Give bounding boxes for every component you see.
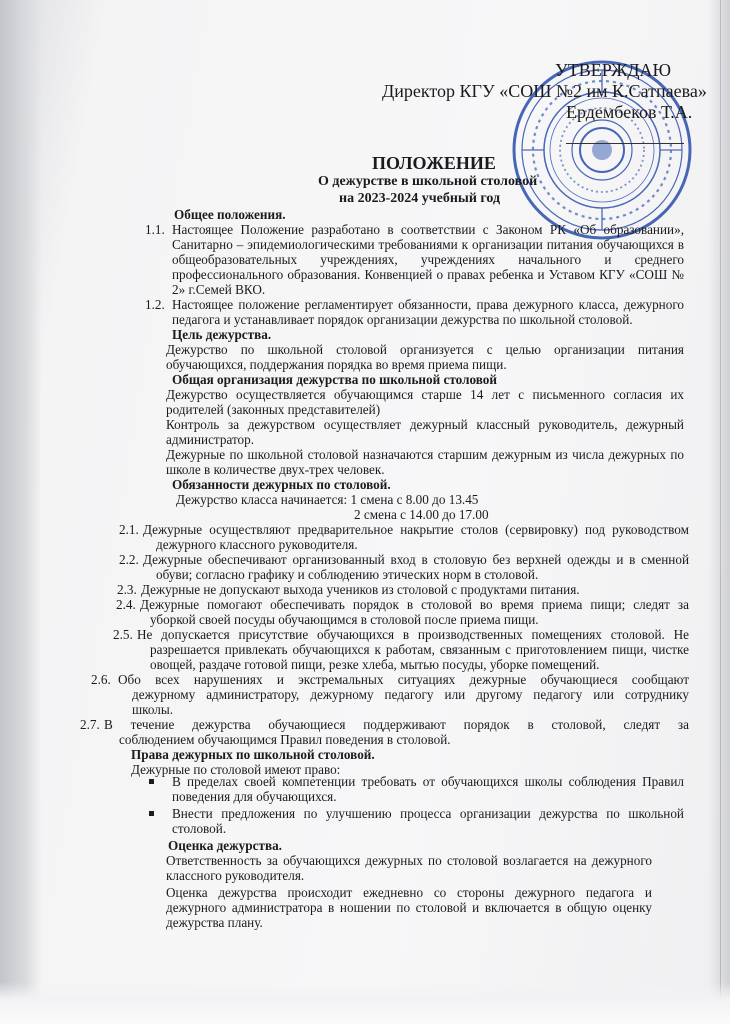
page-bottom-fold: [0, 982, 730, 1024]
item-number: 2.2.: [119, 552, 139, 567]
text-line: столовой.: [172, 821, 227, 836]
shift-line-2: 2 смена с 14.00 до 17.00: [354, 507, 489, 522]
director-name: Ердембеков Т.А.: [566, 102, 693, 122]
text-line: педагога и устанавливает порядок организации дежурства по школьной столовой.: [172, 312, 633, 327]
text-line: дежурного классного руководителя.: [156, 537, 358, 552]
approve-label: УТВЕРЖДАЮ: [555, 60, 672, 80]
rights-intro: Дежурные по столовой имеют право:: [131, 762, 341, 777]
text-line: школы.: [132, 702, 174, 717]
text-line: Дежурство осуществляется обучающимся старше 14 лет с письменного согласия их: [166, 387, 684, 402]
bullet-icon: [149, 811, 154, 816]
text-line: Контроль за дежурством осуществляет дежурный классный руководитель, дежурный: [166, 417, 684, 432]
text-line: профессионального образования. Конвенцией о правах ребенка и Уставом КГУ «СОШ №: [172, 267, 684, 282]
text-line: овощей, раздаче готовой пищи, резке хлеба, мытью посуды, уборке помещений.: [150, 657, 600, 672]
text-line: Настоящее положение регламентирует обязанности, права дежурного класса, дежурного: [172, 297, 684, 312]
text-line: соблюдением обучающимся Правил поведения в столовой.: [119, 732, 451, 747]
section-heading-rights: Права дежурных по школьной столовой.: [131, 747, 375, 762]
page-shadow-left: [0, 0, 42, 1024]
text-line: классного руководителя.: [166, 868, 305, 883]
item-number: 2.3.: [117, 582, 137, 597]
text-line: Дежурные по школьной столовой назначаются старшим дежурным из числа дежурных по: [166, 447, 684, 462]
text-line: общеобразовательных учреждениях, учреждениях начального и среднего: [172, 252, 684, 267]
text-line: Дежурные обеспечивают организованный вход в столовую без верхней одежды и в сменной: [143, 552, 689, 567]
item-number: 2.7.: [80, 717, 100, 732]
text-line: дежурства плану.: [166, 915, 263, 930]
text-line: Не допускается присутствие обучающихся в производственных помещениях столовой. Не: [137, 627, 689, 642]
signature-line: [566, 143, 684, 144]
section-heading-organization: Общая организация дежурства по школьной столовой: [172, 372, 497, 387]
text-line: обуви; согласно графику и соблюдению этических норм в столовой.: [156, 567, 539, 582]
item-number: 2.6.: [91, 672, 111, 687]
text-line: поведения для обучающихся.: [172, 789, 337, 804]
text-line: Санитарно – эпидемиологическими требованиями к организации питания обучающихся в: [172, 237, 684, 252]
text-line: родителей (законных представителей): [166, 402, 381, 417]
item-number: 2.5.: [113, 627, 133, 642]
document-subtitle: О дежурстве в школьной столовой: [318, 174, 538, 189]
item-number: 1.2.: [145, 297, 165, 312]
text-line: уборкой своей посуды обучающимся в столовой после приема пищи.: [150, 612, 539, 627]
section-heading-general: Общее положения.: [174, 207, 286, 222]
text-line: Дежурные осуществляют предварительное накрытие столов (сервировку) под руководством: [143, 522, 689, 537]
text-line: Дежурные помогают обеспечивать порядок в столовой во время приема пищи; следят за: [140, 597, 689, 612]
director-line: Директор КГУ «СОШ №2 им К.Сатпаева»: [382, 81, 707, 101]
item-number: 2.4.: [116, 597, 136, 612]
text-line: Дежурные не допускают выхода учеников из столовой с продуктами питания.: [141, 582, 580, 597]
bullet-icon: [149, 779, 154, 784]
item-number: 1.1.: [145, 222, 165, 237]
text-line: Внести предложения по улучшению процесса организации дежурства по школьной: [172, 806, 684, 821]
text-line: дежурному администратору, дежурному педагогу или другому педагогу или сотруднику: [132, 687, 689, 702]
text-line: разрешается привлекать обучающихся к работам, связанным с приготовлением пищи, чистке: [150, 642, 689, 657]
text-line: Оценка дежурства происходит ежедневно со стороны дежурного педагога и: [166, 885, 652, 900]
section-heading-duties: Обязанности дежурных по столовой.: [172, 477, 391, 492]
text-line: В пределах своей компетенции требовать от обучающихся школы соблюдения Правил: [172, 774, 684, 789]
section-heading-goal: Цель дежурства.: [172, 327, 272, 342]
page-shadow-right: [708, 0, 730, 1024]
text-line: школе в количестве двух-трех человек.: [166, 462, 385, 477]
text-line: В течение дежурства обучающиеся поддерживают порядок в столовой, следят за: [104, 717, 689, 732]
text-line: 2» г.Семей ВКО.: [172, 282, 266, 297]
text-line: администратор.: [166, 432, 255, 447]
item-number: 2.1.: [119, 522, 139, 537]
text-line: Дежурство по школьной столовой организуется с целью организации питания: [166, 342, 684, 357]
shift-line-1: Дежурство класса начинается: 1 смена с 8.00 до 13.45: [176, 492, 479, 507]
text-line: Обо всех нарушениях и экстремальных ситуациях дежурные обучающиеся сообщают: [118, 672, 689, 687]
document-title: ПОЛОЖЕНИЕ: [372, 153, 496, 173]
section-heading-rating: Оценка дежурства.: [168, 838, 282, 853]
text-line: дежурного администратора в ношении по столовой и включается в общую оценку: [166, 900, 652, 915]
text-line: Настоящее Положение разработано в соответствии с Законом РК «Об образовании»,: [172, 222, 684, 237]
document-year: на 2023-2024 учебный год: [339, 191, 501, 206]
text-line: Ответственность за обучающихся дежурных по столовой возлагается на дежурного: [166, 853, 652, 868]
text-line: обучающихся, поддержания порядка во время приема пищи.: [166, 357, 507, 372]
